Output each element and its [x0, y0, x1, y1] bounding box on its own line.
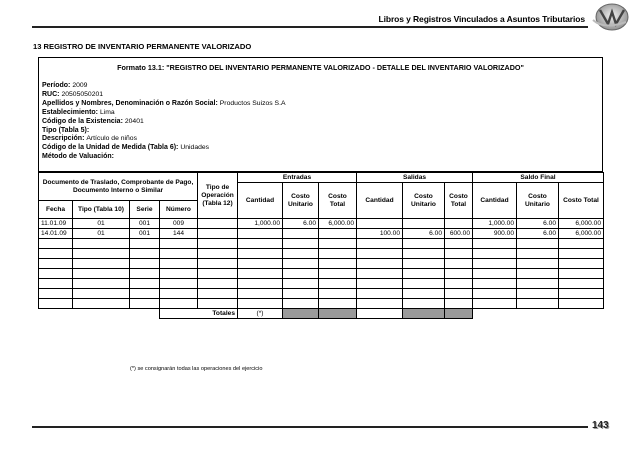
header-fecha: Fecha — [39, 201, 73, 219]
cell-entradas-costo-total: 6,000.00 — [319, 219, 357, 229]
field-ruc: RUC: 20505050201 — [42, 90, 104, 98]
footer-rule — [32, 426, 588, 428]
field-tipo-tabla5: Tipo (Tabla 5): — [42, 126, 90, 134]
totals-mark: (*) — [238, 309, 283, 319]
register-fields — [42, 82, 286, 162]
header-entradas-cantidad: Cantidad — [238, 183, 283, 219]
total-entradas-costo-total — [319, 309, 357, 319]
cell-tipo: 01 — [73, 229, 130, 239]
cell-salidas-costo-total — [445, 219, 473, 229]
cell-saldo-costo-total: 6,000.00 — [559, 219, 604, 229]
cell-fecha: 14.01.09 — [39, 229, 73, 239]
table-body — [39, 219, 604, 319]
cell-salidas-costo-unitario: 6.00 — [403, 229, 445, 239]
header-serie: Serie — [130, 201, 160, 219]
cell-tipo: 01 — [73, 219, 130, 229]
cell-entradas-costo-unitario: 6.00 — [283, 219, 319, 229]
header-entradas: Entradas — [238, 173, 357, 183]
table-row-empty — [39, 269, 604, 279]
cell-tipo-operacion — [198, 219, 238, 229]
field-unidad-medida: Código de la Unidad de Medida (Tabla 6): Unidades — [42, 144, 210, 152]
field-codigo-existencia: Código de la Existencia: 20401 — [42, 117, 144, 125]
field-metodo-valuacion: Método de Valuación: — [42, 153, 114, 161]
cell-salidas-costo-total: 600.00 — [445, 229, 473, 239]
cell-salidas-costo-unitario — [403, 219, 445, 229]
cell-serie: 001 — [130, 229, 160, 239]
header-salidas-costo-unitario: Costo Unitario — [403, 183, 445, 219]
section-title: 13 REGISTRO DE INVENTARIO PERMANENTE VALORIZADO — [33, 42, 252, 51]
cell-numero: 144 — [160, 229, 198, 239]
header-entradas-costo-total: Costo Total — [319, 183, 357, 219]
header-documento: Documento de Traslado, Comprobante de Pago, Documento Interno o Similar — [39, 173, 198, 201]
cell-saldo-costo-unitario: 6.00 — [517, 219, 559, 229]
header-saldo-final: Saldo Final — [473, 173, 604, 183]
header-salidas-cantidad: Cantidad — [357, 183, 403, 219]
cell-saldo-cantidad: 1,000.00 — [473, 219, 517, 229]
cell-serie: 001 — [130, 219, 160, 229]
cell-fecha: 11.01.09 — [39, 219, 73, 229]
total-salidas-costo-total — [445, 309, 473, 319]
cell-entradas-costo-unitario — [283, 229, 319, 239]
book-header-title: Libros y Registros Vinculados a Asuntos Tributarios — [378, 14, 585, 24]
cell-saldo-costo-total: 6,000.00 — [559, 229, 604, 239]
header-saldo-costo-unitario: Costo Unitario — [517, 183, 559, 219]
table-row — [39, 229, 604, 239]
table-row-empty — [39, 239, 604, 249]
cell-entradas-cantidad: 1,000.00 — [238, 219, 283, 229]
header-numero: Número — [160, 201, 198, 219]
total-entradas-costo-unitario — [283, 309, 319, 319]
table-row-empty — [39, 299, 604, 309]
table-row — [39, 219, 604, 229]
header-tipo-tabla10: Tipo (Tabla 10) — [73, 201, 130, 219]
publisher-logo-icon — [590, 2, 630, 32]
header-salidas: Salidas — [357, 173, 473, 183]
inventory-table — [38, 172, 604, 319]
field-establecimiento: Establecimiento: Lima — [42, 108, 115, 116]
format-title: Formato 13.1: "REGISTRO DEL INVENTARIO PERMANENTE VALORIZADO - DETALLE DEL INVENTARIO VALORIZADO" — [117, 63, 524, 72]
total-salidas-costo-unitario — [403, 309, 445, 319]
header-rule — [32, 26, 588, 28]
table-header — [39, 173, 604, 219]
cell-entradas-cantidad — [238, 229, 283, 239]
table-row-empty — [39, 259, 604, 269]
page-number: 143 — [592, 420, 609, 431]
header-tipo-operacion: Tipo de Operación (Tabla 12) — [198, 173, 238, 219]
field-razon-social: Apellidos y Nombres, Denominación o Razón Social: Productos Suizos S.A — [42, 99, 286, 107]
field-descripcion: Descripción: Artículo de niños — [42, 135, 137, 143]
header-entradas-costo-unitario: Costo Unitario — [283, 183, 319, 219]
register-info-frame — [38, 57, 603, 172]
cell-saldo-cantidad: 900.00 — [473, 229, 517, 239]
header-saldo-costo-total: Costo Total — [559, 183, 604, 219]
cell-salidas-cantidad: 100.00 — [357, 229, 403, 239]
header-salidas-costo-total: Costo Total — [445, 183, 473, 219]
cell-entradas-costo-total — [319, 229, 357, 239]
table-row-empty — [39, 289, 604, 299]
cell-tipo-operacion — [198, 229, 238, 239]
header-saldo-cantidad: Cantidad — [473, 183, 517, 219]
cell-numero: 009 — [160, 219, 198, 229]
field-periodo: Período: 2009 — [42, 82, 88, 89]
table-row-empty — [39, 279, 604, 289]
totals-label: Totales — [160, 309, 238, 319]
totals-row — [39, 309, 604, 319]
footnote: (*) se consignarán todas las operaciones del ejercicio — [130, 366, 263, 372]
cell-saldo-costo-unitario: 6.00 — [517, 229, 559, 239]
table-row-empty — [39, 249, 604, 259]
cell-salidas-cantidad — [357, 219, 403, 229]
total-salidas-cantidad — [357, 309, 403, 319]
